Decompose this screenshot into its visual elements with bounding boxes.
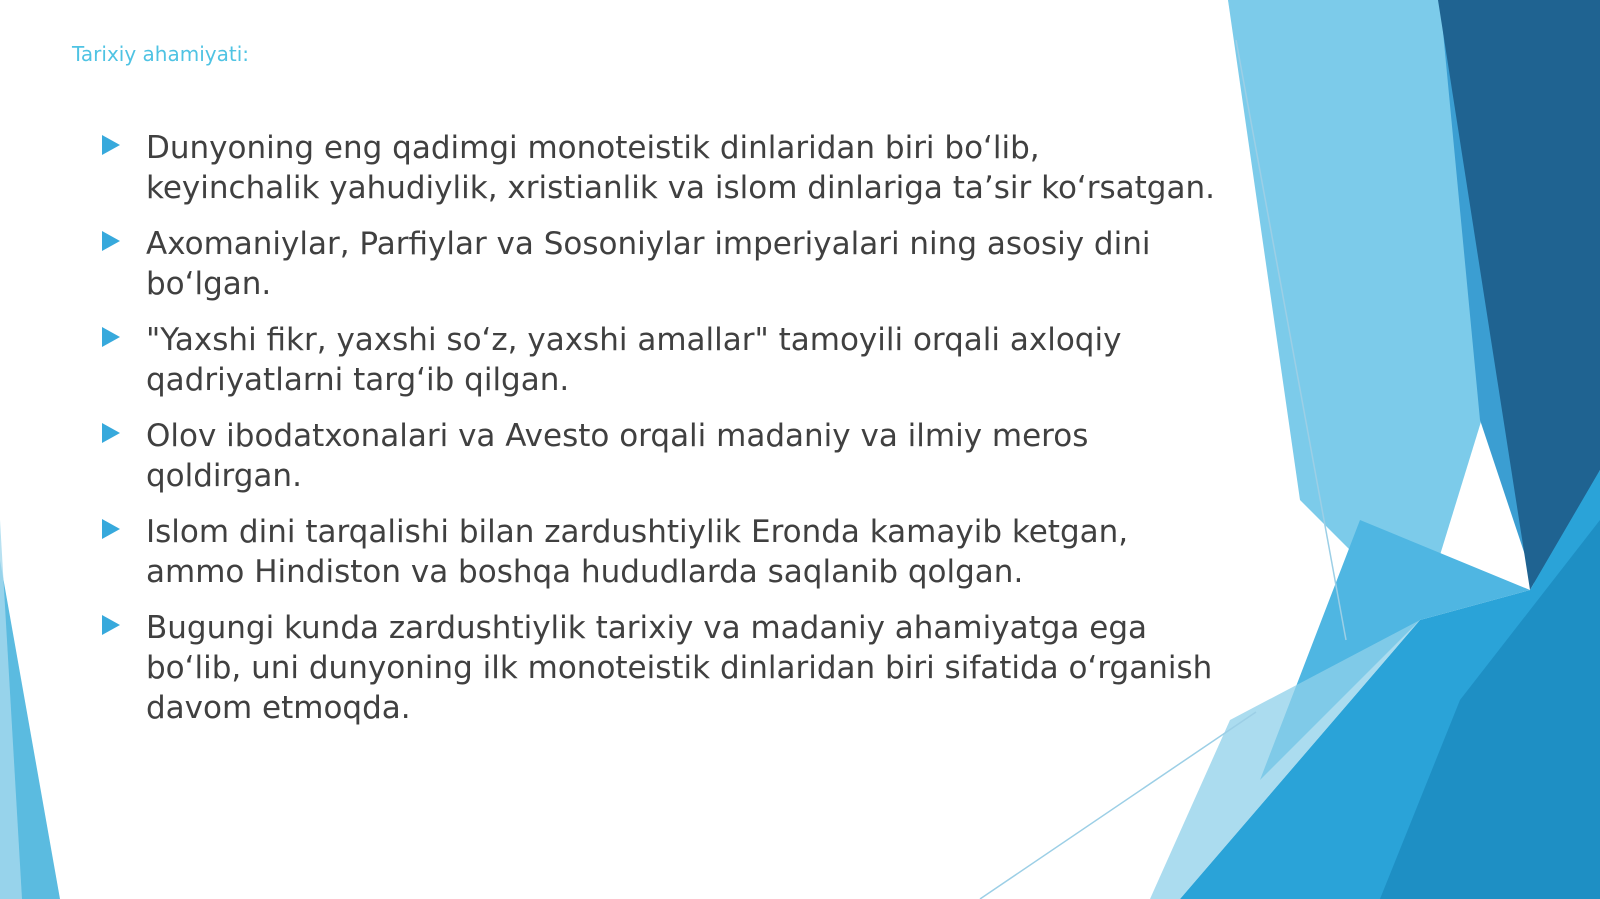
bullet-text: Olov ibodatxonalari va Avesto orqali madaniy va ilmiy meros qoldirgan.: [146, 418, 1089, 494]
bullet-arrow-icon: [102, 135, 120, 155]
bullet-item: [100, 512, 1220, 592]
bullet-item: [100, 128, 1220, 208]
bullet-arrow-icon: [102, 615, 120, 635]
bullet-item: [100, 416, 1220, 496]
bullet-arrow-icon: [102, 327, 120, 347]
bullet-item: [100, 608, 1220, 728]
bullet-arrow-icon: [102, 519, 120, 539]
bullet-text: Axomaniylar, Parfiylar va Sosoniylar imperiyalari ning asosiy dini bo‘lgan.: [146, 226, 1151, 302]
bullet-list: [100, 128, 1220, 744]
bullet-text: "Yaxshi fikr, yaxshi so‘z, yaxshi amallar" tamoyili orqali axloqiy qadriyatlarni targ‘ib qilgan.: [146, 322, 1122, 398]
bullet-arrow-icon: [102, 231, 120, 251]
bullet-text: Bugungi kunda zardushtiylik tarixiy va madaniy ahamiyatga ega bo‘lib, uni dunyoning ilk monoteistik dinlaridan biri sifatida o‘rganish davom etmoqda.: [146, 610, 1213, 726]
slide-title: Tarixiy ahamiyati:: [72, 42, 249, 66]
bullet-arrow-icon: [102, 423, 120, 443]
bullet-item: [100, 320, 1220, 400]
bullet-text: Islom dini tarqalishi bilan zardushtiylik Eronda kamayib ketgan, ammo Hindiston va boshqa hududlarda saqlanib qolgan.: [146, 514, 1129, 590]
bullet-text: Dunyoning eng qadimgi monoteistik dinlaridan biri bo‘lib, keyinchalik yahudiylik, xristianlik va islom dinlariga ta’sir ko‘rsatgan.: [146, 130, 1215, 206]
bullet-item: [100, 224, 1220, 304]
